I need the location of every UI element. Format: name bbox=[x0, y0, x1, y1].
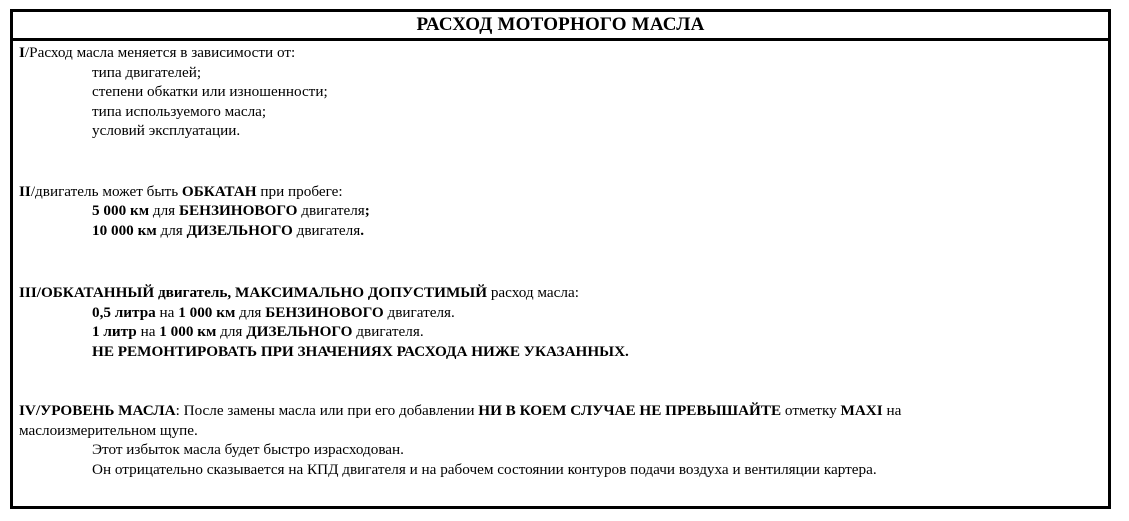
section-2-line-petrol bbox=[19, 201, 1108, 221]
section-4 bbox=[19, 401, 1108, 479]
section-1-heading-text: /Расход масла меняется в зависимости от: bbox=[24, 44, 296, 61]
warning-emphasis: НИ В КОЕМ СЛУЧАЕ НЕ ПРЕВЫШАЙТЕ bbox=[478, 402, 782, 419]
text-fragment: : После замены масла или при его добавлении bbox=[175, 402, 479, 419]
mileage-value: 5 000 км bbox=[92, 202, 150, 219]
spacer bbox=[19, 240, 1108, 283]
section-1-item: условий эксплуатации. bbox=[92, 122, 241, 139]
punctuation: . bbox=[360, 221, 364, 239]
section-2-heading-emphasis: ОБКАТАН bbox=[181, 182, 257, 200]
section-3-heading bbox=[19, 283, 1108, 303]
section-2-line-diesel bbox=[19, 221, 1108, 241]
consumption-value: 0,5 литра bbox=[92, 303, 156, 321]
section-3-line-diesel bbox=[19, 322, 1108, 342]
engine-type: БЕНЗИНОВОГО bbox=[265, 303, 384, 321]
text-fragment: для bbox=[156, 221, 187, 239]
section-3 bbox=[19, 283, 1108, 361]
section-4-note: Этот избыток масла будет быстро израсходован. bbox=[92, 441, 404, 458]
section-1 bbox=[19, 43, 1108, 141]
text-fragment: на bbox=[882, 402, 902, 419]
section-4-heading bbox=[19, 401, 1108, 421]
section-3-heading-emphasis: III/ОБКАТАННЫЙ двигатель, МАКСИМАЛЬНО ДОПУСТИМЫЙ bbox=[19, 284, 488, 301]
section-2-heading-text: /двигатель может быть bbox=[30, 182, 182, 200]
text-fragment: отметку bbox=[781, 402, 841, 419]
section-3-warning bbox=[19, 342, 1108, 362]
text-fragment: двигателя bbox=[297, 202, 365, 219]
maxi-mark: MAXI bbox=[840, 402, 883, 419]
section-4-heading-emphasis: IV/УРОВЕНЬ МАСЛА bbox=[19, 402, 176, 419]
text-fragment: для bbox=[216, 323, 247, 340]
engine-type: ДИЗЕЛЬНОГО bbox=[246, 323, 353, 340]
text-fragment: двигателя bbox=[292, 221, 361, 239]
text-fragment: на bbox=[136, 323, 160, 340]
warning-text: НЕ РЕМОНТИРОВАТЬ ПРИ ЗНАЧЕНИЯХ РАСХОДА НИЖЕ УКАЗАННЫХ. bbox=[92, 342, 629, 360]
distance-value: 1 000 км bbox=[159, 323, 217, 340]
section-1-item: степени обкатки или изношенности; bbox=[92, 83, 328, 100]
spacer bbox=[19, 361, 1108, 401]
text-fragment: двигателя. bbox=[383, 303, 455, 321]
document-frame bbox=[10, 9, 1111, 509]
consumption-value: 1 литр bbox=[92, 323, 137, 340]
section-4-note: Он отрицательно сказывается на КПД двигателя и на рабочем состоянии контуров подачи воздуха и вентиляции картера. bbox=[92, 460, 877, 478]
text-fragment: на bbox=[155, 303, 179, 321]
engine-type: ДИЗЕЛЬНОГО bbox=[186, 221, 293, 239]
section-3-line-petrol bbox=[19, 303, 1108, 323]
section-1-item: типа двигателей; bbox=[92, 63, 202, 81]
text-fragment: двигателя. bbox=[352, 323, 424, 340]
engine-type: БЕНЗИНОВОГО bbox=[178, 202, 298, 219]
distance-value: 1 000 км bbox=[178, 303, 236, 321]
section-1-item: типа используемого масла; bbox=[92, 102, 267, 120]
spacer bbox=[19, 141, 1108, 182]
document-body bbox=[13, 41, 1108, 479]
text-fragment: для bbox=[149, 202, 179, 219]
section-2 bbox=[19, 182, 1108, 241]
section-4-heading-continuation: маслоизмерительном щупе. bbox=[19, 421, 198, 439]
section-2-number: II bbox=[19, 182, 31, 200]
mileage-value: 10 000 км bbox=[92, 221, 157, 239]
punctuation: ; bbox=[364, 202, 370, 219]
section-3-heading-tail: расход масла: bbox=[487, 284, 579, 301]
section-2-heading-tail: при пробеге: bbox=[256, 182, 343, 200]
section-1-number: I bbox=[19, 44, 25, 61]
section-1-heading bbox=[19, 43, 1108, 63]
section-2-heading bbox=[19, 182, 1108, 202]
text-fragment: для bbox=[235, 303, 266, 321]
page-title: РАСХОД МОТОРНОГО МАСЛА bbox=[13, 12, 1108, 41]
